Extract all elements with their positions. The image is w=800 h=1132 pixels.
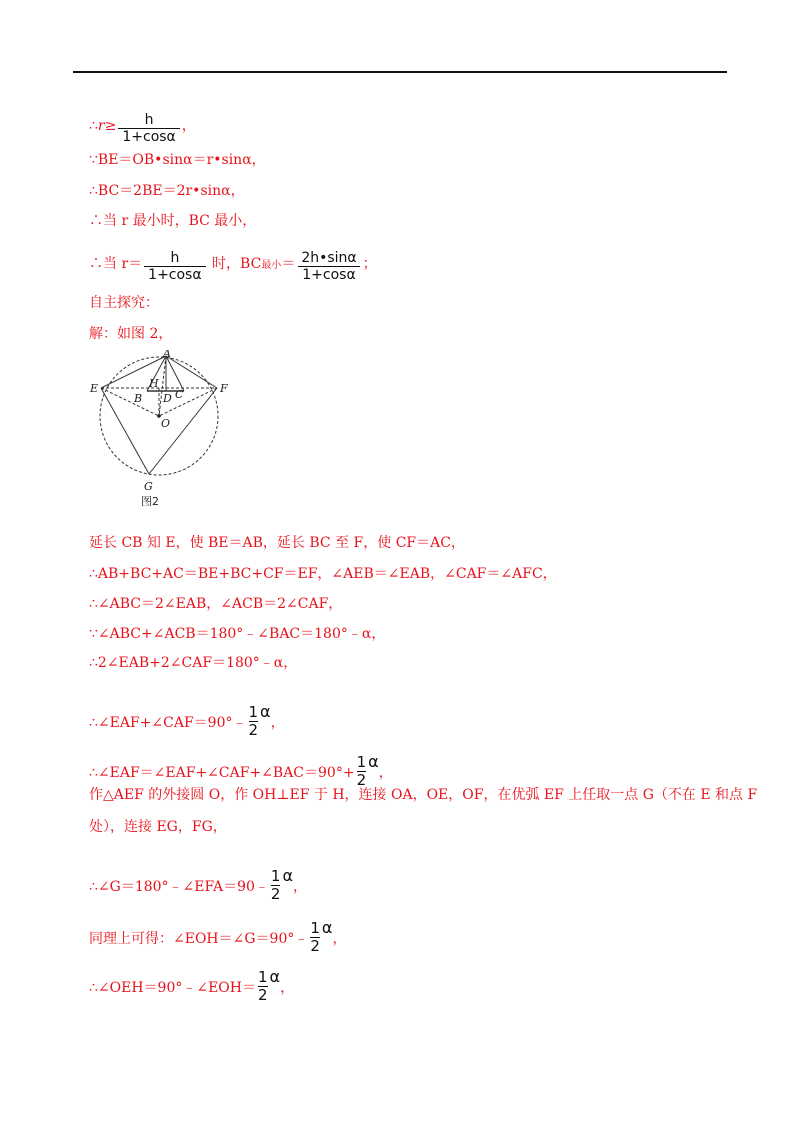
line-extend: 延长 CB 知 E，使 BE＝AB，延长 BC 至 F，使 CF＝AC， [89,535,465,551]
fraction-bc-min: $\frac{2h•\sin\alpha}{1+\cos\alpha}$ [297,250,360,283]
geometry-figure-2 [89,350,239,515]
figure-caption: 图2 [141,495,159,508]
label-e: E [90,382,99,395]
label-a: A [163,350,171,360]
fraction-h-over-1pluscos: $\frac{h}{1+\cos\alpha}$ [118,112,179,145]
ge-symbol: ≥ [104,118,117,134]
line-sum: ∴AB+BC+AC＝BE+BC+CF＝EF，∠AEB＝∠EAB，∠CAF＝∠AFC， [89,566,557,582]
line-bc-min: ∴当 r＝ $\frac{h}{1+\cos\alpha}$ 时，BC最小＝ $\frac{2h•\sin\alpha}{1+\cos\alpha}$ ； [89,250,377,283]
label-c: C [175,388,184,401]
line-bc: ∴BC＝2BE＝2r•sinα， [89,183,245,199]
label-f: F [220,382,228,395]
var-r: r [97,118,105,134]
fraction-one-half: $\frac{1}{2}$ [270,867,281,903]
line-angle-sum: ∵∠ABC+∠ACB＝180°﹣∠BAC＝180°﹣α， [89,626,386,642]
line-circumcircle: 作△AEF 的外接圆 O，作 OH⊥EF 于 H，连接 OA，OE，OF，在优弧 EF 上任取一点 G（不在 E 和点 F [89,787,758,803]
fraction-one-half: $\frac{1}{2}$ [356,753,367,789]
fraction-one-half: $\frac{1}{2}$ [248,703,259,739]
header-rule [73,71,727,73]
segment-af [166,356,217,388]
line-self-explore: 自主探究： [89,295,159,311]
line-eaf-caf: ∴∠EAF+∠CAF＝90°﹣ $\frac{1}{2}$ α， [89,702,285,739]
line-be: ∵BE＝OB•sinα＝r•sinα， [89,152,266,168]
line-connect: 处），连接 EG，FG， [89,819,227,835]
fraction-r-value: $\frac{h}{1+\cos\alpha}$ [144,250,205,283]
line-min: ∴当 r 最小时，BC 最小， [89,213,257,229]
fraction-one-half: $\frac{1}{2}$ [258,968,268,1004]
segment-oa [159,356,166,416]
line-eaf: ∴∠EAF＝∠EAF+∠CAF+∠BAC＝90°+ $\frac{1}{2}$ α， [89,752,393,789]
line-angle-g: ∴∠G＝180°﹣∠EFA＝90﹣ $\frac{1}{2}$ α， [89,866,308,903]
line-r-inequality: ∴r≥ $\frac{h}{1+\cos\alpha}$ ， [89,112,196,145]
line-double-angle: ∴2∠EAB+2∠CAF＝180°﹣α， [89,655,298,671]
fraction-one-half: $\frac{1}{2}$ [310,919,320,955]
line-oeh: ∴∠OEH＝90°﹣∠EOH＝ $\frac{1}{2}$ α， [89,967,295,1004]
label-g: G [144,480,153,493]
label-d: D [163,392,172,405]
label-o: O [161,417,171,430]
line-angles: ∴∠ABC＝2∠EAB，∠ACB＝2∠CAF， [89,596,343,612]
label-b: B [134,392,143,405]
line-solution: 解：如图 2， [89,326,173,342]
therefore-symbol: ∴ [89,118,98,134]
segment-oe [101,388,159,416]
line-eoh: 同理上可得：∠EOH＝∠G＝90°﹣ $\frac{1}{2}$ α， [89,918,347,955]
label-h: H [149,377,159,390]
